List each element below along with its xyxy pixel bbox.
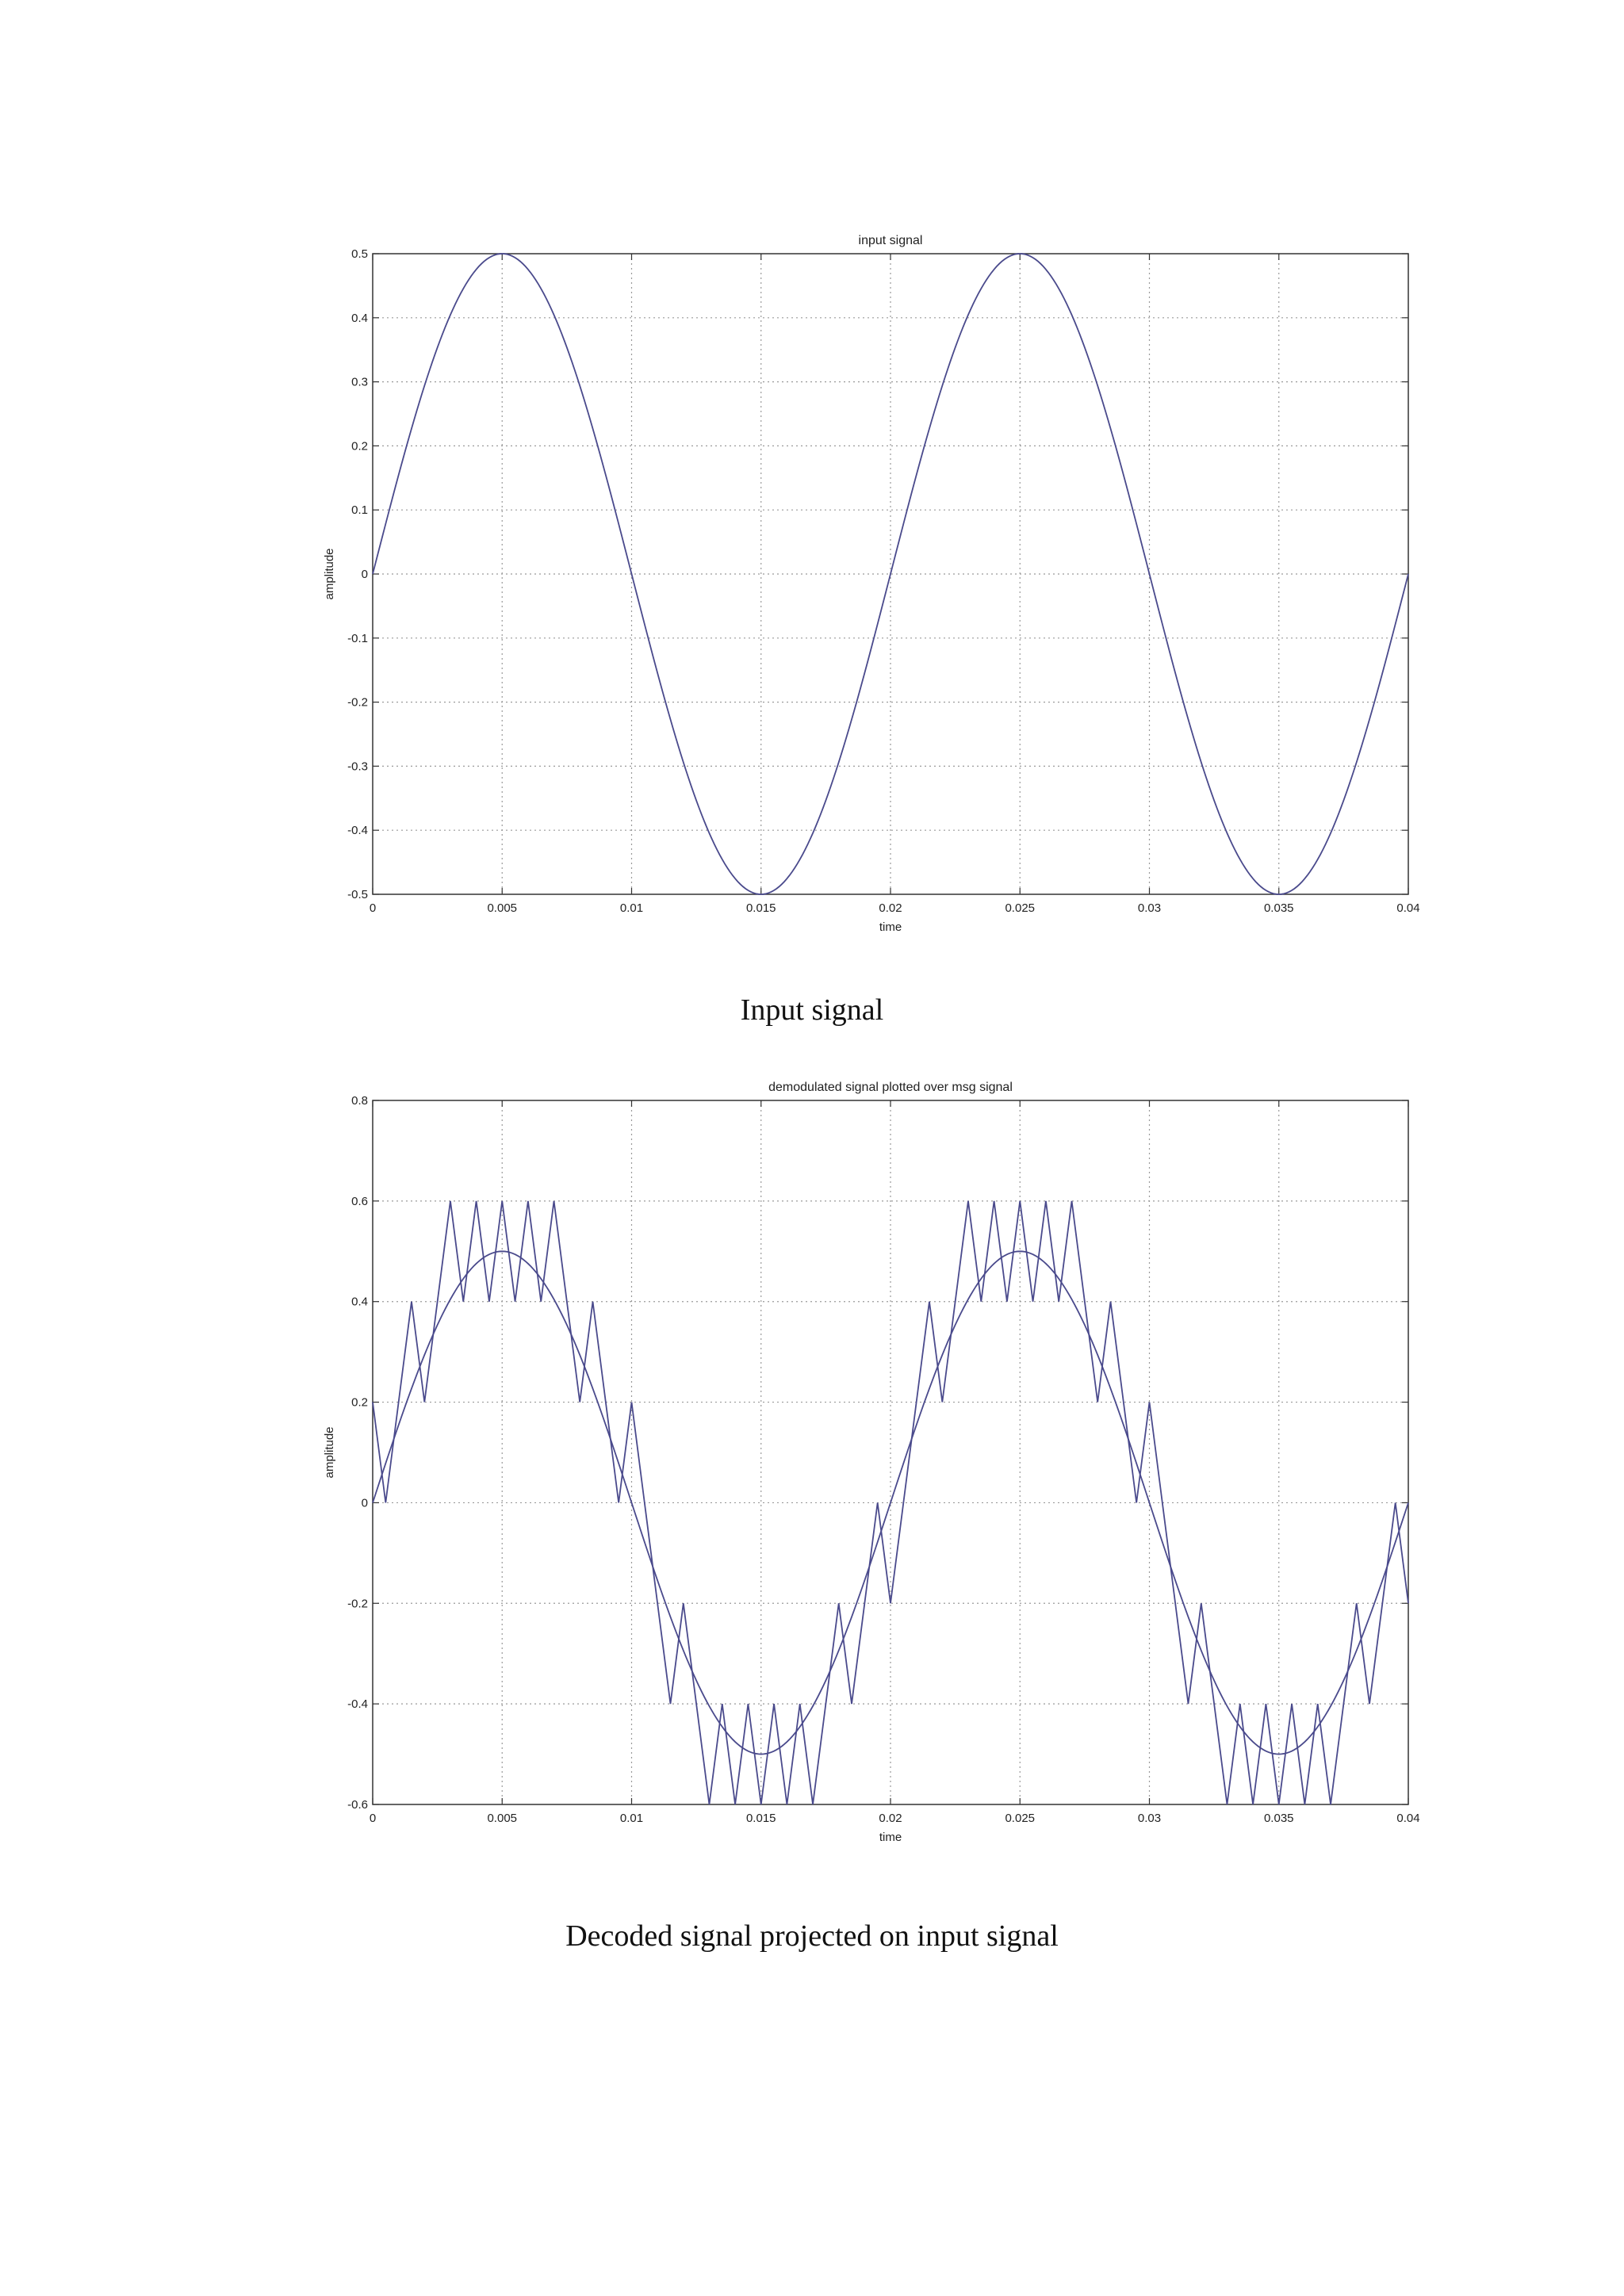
x-tick-label: 0.03 xyxy=(1137,901,1162,915)
y-tick-label: -0.6 xyxy=(347,1798,368,1812)
x-tick-label: 0.02 xyxy=(879,901,902,915)
y-axis-label: amplitude xyxy=(323,1426,336,1479)
y-tick-label: -0.2 xyxy=(347,695,368,710)
y-tick-label: 0.4 xyxy=(351,311,368,325)
y-tick-label: 0.2 xyxy=(351,439,368,453)
input-signal-chart xyxy=(317,222,1459,967)
x-tick-label: 0 xyxy=(369,901,377,915)
x-tick-label: 0.01 xyxy=(619,901,644,915)
y-tick-label: 0.4 xyxy=(351,1295,368,1309)
x-tick-label: 0.04 xyxy=(1396,901,1420,915)
x-tick-label: 0.005 xyxy=(487,1812,518,1825)
y-axis-label: amplitude xyxy=(323,548,336,600)
y-tick-label: 0.3 xyxy=(351,375,368,389)
x-axis-label: time xyxy=(879,920,902,934)
decoded-signal-chart xyxy=(317,1069,1459,1869)
y-tick-label: -0.3 xyxy=(347,760,368,774)
caption-decoded-signal: Decoded signal projected on input signal xyxy=(565,1919,1059,1953)
y-tick-label: 0.1 xyxy=(351,503,368,518)
chart-title: input signal xyxy=(858,234,923,247)
x-tick-label: 0.025 xyxy=(1005,901,1036,915)
y-tick-label: 0 xyxy=(361,568,368,581)
y-tick-label: 0.5 xyxy=(351,247,368,261)
x-tick-label: 0.025 xyxy=(1005,1812,1036,1825)
y-tick-label: 0 xyxy=(361,1496,368,1510)
caption-input-signal: Input signal xyxy=(740,993,884,1027)
x-tick-label: 0.02 xyxy=(879,1812,902,1825)
x-tick-label: 0.035 xyxy=(1263,901,1294,915)
y-tick-label: 0.8 xyxy=(351,1094,368,1108)
x-tick-label: 0.035 xyxy=(1263,1812,1294,1825)
chart-title: demodulated signal plotted over msg signal xyxy=(768,1081,1013,1094)
x-tick-label: 0.03 xyxy=(1137,1812,1162,1825)
y-tick-label: -0.1 xyxy=(347,631,368,645)
x-tick-label: 0.015 xyxy=(745,1812,776,1825)
x-tick-label: 0.04 xyxy=(1396,1812,1420,1825)
y-tick-label: 0.2 xyxy=(351,1395,368,1410)
y-tick-label: -0.4 xyxy=(347,824,368,838)
y-tick-label: -0.5 xyxy=(347,888,368,901)
y-tick-label: 0.6 xyxy=(351,1194,368,1208)
y-tick-label: -0.4 xyxy=(347,1697,368,1712)
y-tick-label: -0.2 xyxy=(347,1597,368,1611)
x-axis-label: time xyxy=(879,1831,902,1844)
x-tick-label: 0.01 xyxy=(619,1812,644,1825)
x-tick-label: 0.005 xyxy=(487,901,518,915)
x-tick-label: 0.015 xyxy=(745,901,776,915)
x-tick-label: 0 xyxy=(369,1812,377,1825)
